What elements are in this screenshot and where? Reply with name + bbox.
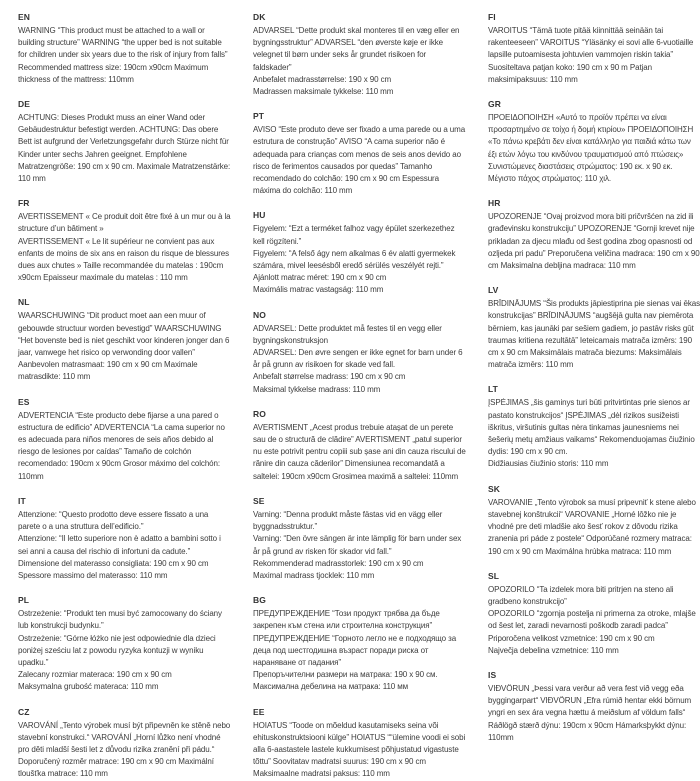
warning-text: Ajánlott matrac méret: 190 cm x 90 cm bbox=[253, 273, 387, 283]
language-code-label: FI bbox=[488, 12, 496, 22]
text-column-3 bbox=[488, 12, 700, 742]
warning-text: Figyelem: “A felső ágy nem alkalmas 6 év alatti gyermekek számára, mivel leesésből eredő sérülés veszélyét rejti.” bbox=[253, 248, 456, 271]
language-block-hu bbox=[253, 210, 466, 296]
language-block-pt bbox=[253, 111, 466, 197]
warning-text: VAROVÁNÍ „Tento výrobek musí být připevněn ke stěně nebo stavební konstrukci.“ VAROVÁNÍ „Horní lůžko není vhodné pro děti mladší šesti let z důvodu rizika zranění při pádu.“ Doporučený rozměr matrace: 190 cm x 90 cm Maximální tloušťka matrace: 110 mm bbox=[18, 720, 231, 779]
language-code-label: IS bbox=[488, 669, 497, 680]
warning-text: ПРЕДУПРЕЖДЕНИЕ “Този продукт трябва да бъде закрепен към стена или строителна конструкция” ПРЕДУПРЕЖДЕНИЕ “Горното легло не е подходящо за деца под шестгодишна възраст поради риска от нараняване от падания” bbox=[253, 609, 457, 667]
warning-text: Ostrzeżenie: “Produkt ten musi być zamocowany do ściany lub konstrukcji budynku.” bbox=[18, 609, 222, 631]
language-block-lv bbox=[488, 285, 700, 371]
language-block-ee bbox=[253, 707, 466, 781]
language-block-pl bbox=[18, 595, 231, 693]
warning-text: AVERTISMENT „Acest produs trebuie atașat de un perete sau de o structură de clădire” AVERTISMENT „patul superior nu este potrivit pentru copiii sub șase ani din cauza riscului de rănire din cauza căderilor” Dimensiunea recomandată a saltelei: 190cm x90cm Grosimea maximă a saltelei: 110mm bbox=[253, 422, 466, 481]
warning-text: Rekommenderad madrasstorlek: 190 cm x 90 cm bbox=[253, 558, 424, 568]
warning-text: Maksimal tykkelse madrass: 110 mm bbox=[253, 384, 381, 394]
warning-text: ADVERTENCIA “Este producto debe fijarse a una pared o estructura de edificio” ADVERTENCIA “La cama superior no es adecuada para niños menores de seis años debido al riesgo de lesiones por caídas” Tamaño de colchón recomendado: 190cm x 90cm Grosor máximo del colchón: 110mm bbox=[18, 410, 225, 481]
warning-text: Anbefalet madrasstørrelse: 190 x 90 cm bbox=[253, 74, 392, 84]
language-code-label: LT bbox=[488, 384, 498, 395]
warning-text: Dimensione del materasso consigliata: 190 cm x 90 cm bbox=[18, 558, 209, 568]
language-block-no bbox=[253, 310, 466, 396]
language-block-is bbox=[488, 670, 700, 744]
warning-text: WARNING “This product must be attached to a wall or building structure” WARNING “the upper bed is not suitable for children under six years due to the risk of injury from falls” Recommended mattress size: 190cm x90cm Maximum thickness of the mattress: 110mm bbox=[18, 26, 228, 84]
warning-text: ADVARSEL: Dette produktet må festes til en vegg eller bygningskonstruksjon bbox=[253, 323, 442, 345]
language-block-es bbox=[18, 397, 231, 483]
warning-text: BRĪDINĀJUMS “Šis produkts jāpiestiprina pie sienas vai ēkas konstrukcijas” BRĪDINĀJUMS “augšējā gulta nav piemērota bērniem, kas jaunāki par sešiem gadiem, jo pastāv risks gūt traumas kritiena rezultātā” Ieteicamais matrača izmērs: 190 cm x 90 cm Maksimālais matrača biezums: Maksimālais matrača izmērs: 110 mm bbox=[488, 299, 700, 370]
language-block-ro bbox=[253, 409, 466, 483]
warning-text: AVISO “Este produto deve ser fixado a uma parede ou a uma estrutura de construção” AVISO “A cama superior não é adequada para crianças com menos de seis anos devido ao risco de ferimentos causados por quedas” Tamanho recomendado do colchão: 190 cm x 90 cm Espessura máxima do colchão: 110 mm bbox=[253, 125, 466, 196]
language-code-label: LV bbox=[488, 285, 499, 296]
warning-text: Maximális matrac vastagság: 110 mm bbox=[253, 285, 384, 295]
language-code-label: IT bbox=[18, 495, 26, 506]
language-block-fi bbox=[488, 12, 700, 86]
warning-text: Anbefalt størrelse madrass: 190 cm x 90 cm bbox=[253, 372, 406, 382]
language-code-label: SE bbox=[253, 495, 265, 506]
warning-text: ADVARSEL “Dette produkt skal monteres til en væg eller en bygningsstruktur” ADVARSEL “den øverste køje er ikke velegnet til børn under seks år grundet risikoen for faldskader” bbox=[253, 26, 460, 72]
language-code-label: RO bbox=[253, 408, 266, 419]
warning-text: AVERTISSEMENT « Ce produit doit être fixé à un mur ou à la structure d’un bâtiment » bbox=[18, 212, 231, 234]
language-code-label: SK bbox=[488, 483, 501, 494]
warning-text: Attenzione: “Il letto superiore non è adatto a bambini sotto i sei anni a causa del rischio di infortuni da cadute.” bbox=[18, 534, 221, 556]
language-code-label: CZ bbox=[18, 706, 30, 717]
language-code-label: EN bbox=[18, 12, 31, 22]
language-code-label: ES bbox=[18, 396, 30, 407]
language-block-cz bbox=[18, 707, 231, 781]
language-code-label: EE bbox=[253, 706, 265, 717]
language-block-gr bbox=[488, 99, 700, 185]
language-code-label: HR bbox=[488, 198, 501, 209]
language-block-fr bbox=[18, 198, 231, 284]
warning-text: WAARSCHUWING “Dit product moet aan een muur of gebouwde structuur worden bevestigd” WAARSCHUWING “Het bovenste bed is niet geschikt voor kinderen jonger dan 6 jaar, vanwege het risico op verwonding door vallen” Aanbevolen matrasmaat: 190 cm x 90 cm Maximale matrasdikte: 110 mm bbox=[18, 311, 230, 382]
language-code-label: PL bbox=[18, 595, 30, 606]
warning-text: ΠΡΟΕΙΔΟΠΟΙΗΣΗ «Αυτό το προϊόν πρέπει να είναι προσαρτημένο σε τοίχο ή δομή κτιρίου» ΠΡΟΕΙΔΟΠΟΙΗΣΗ «Το πάνω κρεβάτι δεν είναι κατάλληλο για παιδιά κάτω των έξι ετών λόγω του κινδύνου τραυματισμού από πτώσεις» Συνιστώμενες διαστάσεις στρώματος: 190 εκ. x 90 εκ. Μέγιστο πάχος στρώματος: 110 χιλ. bbox=[488, 113, 694, 184]
language-code-label: BG bbox=[253, 595, 266, 606]
warning-text: OPOZORILO “zgornja postelja ni primerna za otroke, mlajše od šest let, zaradi nevarnosti poškodb zaradi padca” bbox=[488, 609, 696, 631]
warning-text: AVERTISSEMENT « Le lit supérieur ne convient pas aux enfants de moins de six ans en raison du risque de blessures dues aux chutes » Taille recommandée du matelas : 190cm x90cm Epaisseur maximale du matelas : 110 mm bbox=[18, 236, 230, 283]
warning-text: ĮSPĖJIMAS „šis gaminys turi būti pritvirtintas prie sienos ar pastato konstrukcijos“ ĮSPĖJIMAS „dėl rizikos susižeisti iškritus, viršutinis gultas nėra tinkamas jaunesniems nei šešerių metų amžiaus vaikams“ Rekomenduojamas čiužinio dydis: 190 cm x 90 cm. bbox=[488, 398, 695, 457]
language-code-label: NL bbox=[18, 297, 30, 308]
warning-text: OPOZORILO “Ta izdelek mora biti pritrjen na steno ali gradbeno konstrukcijo” bbox=[488, 584, 674, 606]
language-code-label: SL bbox=[488, 570, 500, 581]
warning-text: Ostrzeżenie: “Górne łóżko nie jest odpowiednie dla dzieci poniżej sześciu lat z powodu ryzyka kontuzji w wyniku upadku.” bbox=[18, 633, 216, 667]
language-code-label: HU bbox=[253, 210, 266, 221]
language-block-lt bbox=[488, 384, 700, 470]
warning-text: Maksymalna grubość materaca: 110 mm bbox=[18, 682, 159, 692]
language-code-label: DK bbox=[253, 12, 266, 22]
warning-text: Didžiausias čiužinio storis: 110 mm bbox=[488, 459, 609, 469]
warning-text: VIÐVÖRUN „Þessi vara verður að vera fest við vegg eða byggingarpart“ VIÐVÖRUN „Efra rúmið hentar ekki börnum yngri en sex ára vegna hættu á meiðslum af völdum falls“ Ráðlögð stærð dýnu: 190cm x 90cm Hámarksþykkt dýnu: 110mm bbox=[488, 683, 692, 742]
text-column-1 bbox=[18, 12, 231, 779]
language-block-sl bbox=[488, 571, 700, 657]
language-block-hr bbox=[488, 198, 700, 272]
warning-text: ACHTUNG: Dieses Produkt muss an einer Wand oder Gebäudestruktur befestigt werden. ACHTUNG: Das obere Bett ist aufgrund der Verletzungsgefahr durch Stürze nicht für Kinder unter sechs Jahren geeignet. Empfohlene Matratzengröße: 190 cm x 90 cm. Maximale Matratzenstärke: 110 mm bbox=[18, 113, 231, 184]
warning-text: Maximal madrass tjocklek: 110 mm bbox=[253, 570, 375, 580]
text-column-2 bbox=[253, 12, 466, 779]
warning-text: Varning: “Den övre sängen är inte lämplig för barn under sex år på grund av risken för skador vid fall.” bbox=[253, 534, 462, 556]
warning-text: UPOZORENJE “Ovaj proizvod mora biti pričvršćen na zid ili građevinsku konstrukciju” UPOZORENJE “Gornji krevet nije prikladan za djecu mlađu od šest godina zbog opasnosti od ozljeda pri padu” Preporučena veličina madraca: 190 cm x 90 cm Maksimalna debljina madraca: 110 mm bbox=[488, 212, 700, 271]
language-block-nl bbox=[18, 297, 231, 383]
warning-text: VAROITUS “Tämä tuote pitää kiinnittää seinään tai rakenteeseen” VAROITUS “Yläsänky ei sovi alle 6-vuotiaille lapsille putoamisesta johtuvien vammojen riskin takia” Suositeltava patjan koko: 190 cm x 90 m Patjan maksimipaksuus: 110 mm bbox=[488, 26, 694, 84]
warning-text: HOIATUS “Toode on mõeldud kasutamiseks seina või ehituskonstruktsiooni külge” HOIATUS ““ülemine voodi ei sobi alla 6-aastastele lastele kukkumisest põhjustatud vigastuste tõttu” Soovitatav madratsi suurus: 190 cm x 90 cm Maksimaalne madratsi paksus: 110 mm bbox=[253, 720, 466, 779]
language-block-dk bbox=[253, 12, 466, 98]
warning-text: Madrassen maksimale tykkelse: 110 mm bbox=[253, 87, 394, 97]
warning-text: Препоръчителни размери на матрака: 190 x 90 см. bbox=[253, 670, 438, 680]
warning-text: Spessore massimo del materasso: 110 mm bbox=[18, 570, 168, 580]
warning-text: Varning: “Denna produkt måste fästas vid en vägg eller byggnadsstruktur.” bbox=[253, 509, 443, 532]
language-block-de bbox=[18, 99, 231, 185]
language-code-label: PT bbox=[253, 111, 265, 122]
language-code-label: DE bbox=[18, 99, 31, 110]
language-code-label: NO bbox=[253, 309, 266, 320]
warning-text: Priporočena velikost vzmetnice: 190 cm x 90 cm bbox=[488, 633, 655, 643]
language-block-bg bbox=[253, 595, 466, 693]
warning-text: Figyelem: “Ezt a terméket falhoz vagy épület szerkezethez kell rögzíteni.” bbox=[253, 224, 455, 246]
language-code-label: GR bbox=[488, 99, 501, 110]
warning-text: ADVARSEL: Den øvre sengen er ikke egnet for barn under 6 år på grunn av risikoen for skade ved fall. bbox=[253, 348, 463, 370]
warning-text: Attenzione: “Questo prodotto deve essere fissato a una parete o a una struttura dell’edificio.” bbox=[18, 509, 209, 532]
language-block-it bbox=[18, 496, 231, 582]
language-block-sk bbox=[488, 484, 700, 558]
warning-text: Največja debelina vzmetnice: 110 mm bbox=[488, 645, 619, 655]
warning-text: Максимална дебелина на матрака: 110 мм bbox=[253, 682, 409, 692]
warning-text: Zalecany rozmiar materaca: 190 cm x 90 cm bbox=[18, 670, 172, 680]
language-block-en bbox=[18, 12, 231, 86]
language-block-se bbox=[253, 496, 466, 582]
warning-text: VAROVANIE „Tento výrobok sa musí pripevniť k stene alebo stavebnej konštrukcii“ VAROVANIE „Horné lôžko nie je vhodné pre deti mladšie ako šesť rokov z dôvodu rizika zranenia pri páde z postele“ Odporúčané rozmery matraca: 190 cm x 90 cm Maximálna hrúbka matraca: 110 mm bbox=[488, 497, 696, 556]
language-code-label: FR bbox=[18, 198, 30, 209]
